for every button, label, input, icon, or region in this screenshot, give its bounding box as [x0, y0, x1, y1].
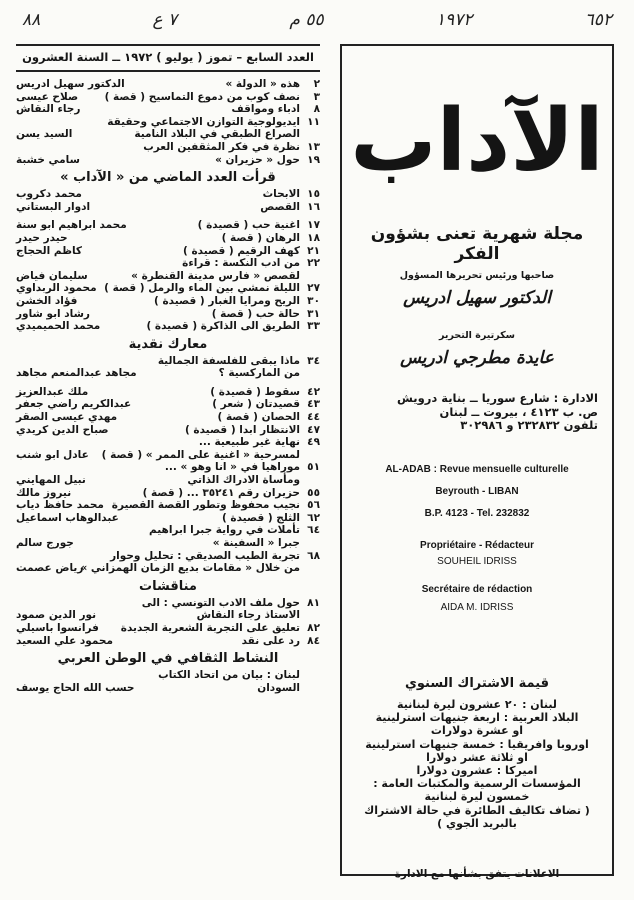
- toc-author: نيروز مالك: [16, 486, 72, 499]
- toc-title: لمسرحية « اغنية على الممر » ( قصة ): [101, 448, 300, 461]
- toc-page-number: ١٩: [307, 153, 320, 166]
- toc-row: [16, 682, 320, 695]
- toc-title: الانتظار ابدا ( قصيدة ): [184, 423, 300, 436]
- toc-author: محمد ابراهيم ابو سنة: [16, 219, 127, 232]
- toc-page-number: ٢: [313, 78, 320, 90]
- toc-author: عبدالوهاب اسماعيل: [16, 511, 119, 524]
- toc-author: محمد الحميميدي: [16, 320, 101, 333]
- toc-row: [16, 524, 320, 537]
- toc-row: [16, 103, 320, 116]
- latin-city: Beyrouth - LIBAN: [435, 486, 519, 497]
- toc-author: مجاهد عبدالمنعم مجاهد: [16, 367, 137, 380]
- toc-row: [16, 550, 320, 563]
- toc-title: لقصص « فارس مدينة القنطرة »: [131, 269, 300, 282]
- masthead-box: [340, 44, 614, 880]
- toc-row: [16, 141, 320, 154]
- toc-author: صلاح عيسى: [16, 90, 79, 103]
- toc-row: [16, 597, 320, 610]
- toc-row: [16, 436, 320, 449]
- toc-title: الريح ومرايا الغبار ( قصيدة ): [153, 294, 300, 307]
- toc-title: الحصان ( قصة ): [217, 411, 300, 424]
- toc-title: حالة حب ( قصة ): [211, 307, 300, 320]
- toc-row: [16, 245, 320, 258]
- toc-title: نظرة في فكر المثقفين العرب: [143, 140, 300, 153]
- toc-title: هذه « الدولة »: [225, 78, 300, 90]
- toc-title: الثلج ( قصيدة ): [221, 511, 300, 524]
- toc-page-number: ٢٢: [307, 257, 320, 270]
- toc-author: محمود علي السعيد: [16, 634, 113, 647]
- issue-line: العدد السابع – تموز ( يوليو ) ١٩٧٢ ــ السنة العشرون: [16, 44, 320, 72]
- toc-page-number: ٨٢: [307, 621, 320, 634]
- hand-note: ٥٥ م: [289, 10, 324, 30]
- toc-row: [16, 487, 320, 500]
- toc-page-number: ١٨: [307, 231, 320, 244]
- toc-author: سامي خشبة: [16, 153, 80, 166]
- toc-row: [16, 622, 320, 635]
- subscription-line: او عشرة دولارات: [430, 724, 524, 738]
- latin-owner-label: Propriétaire - Rédacteur: [420, 540, 534, 551]
- toc-author: رشاد ابو شاور: [16, 307, 90, 320]
- address-line: تلفون ٢٣٢٨٣٢ و ٣٠٢٩٨٦: [460, 418, 598, 432]
- owner-label: صاحبها ورئيس تحريرها المسؤول: [399, 270, 555, 281]
- toc-page-number: ٤٩: [307, 436, 320, 449]
- subscription-line: بالبريد الجوي ): [437, 816, 517, 830]
- toc-title: الرهان ( قصة ): [221, 231, 300, 244]
- toc-row: [16, 474, 320, 487]
- toc-title: نهاية غير طبيعية ...: [198, 436, 300, 449]
- toc-page-number: ٤٧: [307, 423, 320, 436]
- toc-title: كهف الرقيم ( قصيدة ): [182, 244, 300, 257]
- toc-title: حول « حزيران »: [215, 153, 300, 166]
- toc-author: سليمان فياض: [16, 269, 88, 282]
- toc-row: [16, 308, 320, 321]
- toc-row: [16, 320, 320, 333]
- table-of-contents: [16, 44, 320, 894]
- toc-page-number: ٤٣: [307, 398, 320, 411]
- owner-name: الدكتور سهيل ادريس: [403, 288, 551, 308]
- toc-title: الطريق الى الذاكرة ( قصيدة ): [146, 320, 300, 333]
- toc-title: ادباء ومواقف: [231, 103, 300, 116]
- toc-row: [16, 78, 320, 91]
- toc-title: موراهيا في « انا وهو » ...: [164, 461, 300, 474]
- address-line: الادارة : شارع سوريا ــ بناية درويش: [397, 391, 598, 405]
- toc-title: من الماركسية ؟: [218, 367, 300, 380]
- toc-row: [16, 499, 320, 512]
- toc-row: [16, 201, 320, 214]
- subscription-line: البلاد العربية : اربعة جنيهات استرلينية: [375, 711, 579, 725]
- ads-note: الاعلانات يتفق بشأنها مع الادارة: [394, 868, 560, 880]
- toc-row: [16, 154, 320, 167]
- subscription-line: المؤسسات الرسمية والمكتبات العامة :: [373, 777, 581, 791]
- toc-row: [16, 669, 320, 682]
- toc-page-number: ٢١: [307, 244, 320, 257]
- toc-page-number: ٣٠: [307, 294, 320, 307]
- toc-author: جورج سالم: [16, 537, 74, 549]
- toc-page-number: ٨: [313, 103, 320, 116]
- toc-title: تأملات في رواية جبرا ابراهيم: [149, 524, 300, 537]
- toc-author: فؤاد الخشن: [16, 294, 78, 307]
- toc-author: رياض عصمت: [16, 562, 84, 575]
- toc-author: محمد دكروب: [16, 188, 82, 201]
- toc-author: رجاء النقاش: [16, 103, 81, 116]
- toc-part7: [16, 669, 320, 694]
- toc-page-number: ١٧: [307, 219, 320, 232]
- toc-title: حول ملف الادب التونسي : الى: [141, 596, 300, 609]
- toc-author: محمود الربداوي: [16, 282, 97, 295]
- toc-row: [16, 232, 320, 245]
- subscription-line: اميركا : عشرون دولارا: [416, 764, 538, 778]
- toc-page-number: ٦٤: [307, 524, 320, 537]
- toc-row: [16, 537, 320, 550]
- toc-page-number: ٤٢: [307, 385, 320, 398]
- subscription-line: خمسون ليرة لبنانية: [424, 790, 530, 804]
- toc-author: عبدالكريم راضي جعفر: [16, 398, 132, 411]
- toc-title: الليلة نمشي بين الماء والرمل ( قصة ): [104, 282, 300, 295]
- toc-author: السيد يسن: [16, 128, 73, 141]
- toc-row: [16, 188, 320, 201]
- toc-page-number: ٨١: [307, 596, 320, 609]
- logo-mark: [342, 82, 612, 192]
- toc-part2: [16, 188, 320, 213]
- toc-title: من ادب النكسة : قراءة: [182, 257, 300, 270]
- toc-page-number: ٦٢: [307, 511, 320, 524]
- section-activity: النشاط الثقافي في الوطن العربي: [57, 651, 279, 667]
- toc-title: القصص: [260, 200, 300, 213]
- toc-title: الصراع الطبقي في البلاد النامية: [134, 128, 300, 141]
- subscription-list: [358, 698, 596, 830]
- toc-page-number: ٥٦: [307, 499, 320, 512]
- section-readings: قرأت العدد الماضي من « الآداب »: [60, 170, 276, 186]
- hand-note: ١٩٧٢: [435, 10, 473, 30]
- address-block: [362, 392, 598, 433]
- toc-title: ايديولوجية التوازن الاجتماعي وحقيقة: [107, 115, 300, 128]
- latin-title: AL-ADAB : Revue mensuelle culturelle: [385, 464, 569, 475]
- toc-row: [16, 219, 320, 232]
- toc-title: الابحاث: [262, 188, 300, 201]
- toc-title: تعليق على التجربة الشعرية الجديدة: [120, 621, 300, 634]
- toc-page-number: ٣: [313, 90, 320, 103]
- toc-row: [16, 562, 320, 575]
- toc-author: ادوار البستاني: [16, 200, 91, 213]
- toc-title: الاستاذ رجاء النقاش: [196, 609, 300, 622]
- toc-page-number: ٣٤: [307, 354, 320, 367]
- toc-row: [16, 461, 320, 474]
- logo: [342, 82, 612, 192]
- secretary-label: سكرتيرة التحرير: [439, 330, 515, 341]
- toc-title: تجربة الطيب الصديقي : تحليل وحوار: [110, 549, 300, 562]
- toc-page-number: ١١: [307, 115, 320, 128]
- latin-owner-name: SOUHEIL IDRISS: [437, 556, 517, 567]
- toc-page-number: ٥٥: [307, 486, 320, 499]
- section-discussions: مناقشات: [139, 578, 197, 594]
- subscription-line: اوروبا وافريقيا : خمسة جنيهات استرلينية: [365, 737, 589, 751]
- toc-row: [16, 609, 320, 622]
- toc-author: عادل ابو شنب: [16, 448, 89, 461]
- hand-note: ٦٥٢: [584, 10, 612, 30]
- toc-page-number: ٦٨: [307, 549, 320, 562]
- toc-title: اغنية حب ( قصيدة ): [197, 219, 300, 232]
- toc-title: رد على نقد: [241, 634, 300, 647]
- toc-row: [16, 386, 320, 399]
- toc-title: نجيب محفوظ وتطور القصة القصيرة: [111, 499, 300, 512]
- toc-page-number: ٢٧: [307, 282, 320, 295]
- section-battles: معارك نقدية: [128, 336, 208, 352]
- latin-sec-name: AIDA M. IDRISS: [440, 602, 514, 613]
- toc-author: فرانسوا باسيلي: [16, 621, 99, 634]
- toc-row: [16, 398, 320, 411]
- toc-row: [16, 270, 320, 283]
- subscription-line: ( تضاف تكاليف الطائرة في حالة الاشتراك: [364, 803, 590, 817]
- toc-title: جبرا « السفينة »: [212, 537, 300, 549]
- toc-title: السودان: [257, 681, 300, 694]
- handwritten-notes: [22, 10, 612, 36]
- toc-row: [16, 355, 320, 368]
- toc-title: سقوط ( قصيدة ): [210, 385, 300, 398]
- toc-author: حيدر حيدر: [16, 231, 68, 244]
- toc-title: حزيران رقم ٣٥٢٤١ ... ( قصة ): [142, 486, 300, 499]
- toc-author: كاظم الحجاج: [16, 244, 83, 257]
- toc-row: [16, 411, 320, 424]
- toc-row: [16, 282, 320, 295]
- toc-author: ملك عبدالعزيز: [16, 385, 89, 398]
- toc-row: [16, 367, 320, 380]
- toc-row: [16, 116, 320, 129]
- toc-row: [16, 635, 320, 648]
- toc-author: محمد حافظ دياب: [16, 499, 104, 512]
- hand-note: ٧ ع: [152, 10, 178, 30]
- toc-author: نبيل المهايني: [16, 474, 86, 487]
- toc-part4: [16, 355, 320, 380]
- toc-row: [16, 449, 320, 462]
- subscription-line: او ثلاثة عشر دولارا: [426, 750, 528, 764]
- toc-author: نور الدين صمود: [16, 609, 97, 622]
- toc-part1: [16, 78, 320, 166]
- toc-author: مهدي عيسى الصقر: [16, 411, 118, 424]
- toc-row: [16, 295, 320, 308]
- toc-title: لبنان : بيان من اتحاد الكتاب: [158, 669, 300, 682]
- latin-sec-label: Secrétaire de rédaction: [421, 584, 533, 595]
- toc-author: الدكتور سهيل ادريس: [16, 78, 125, 90]
- toc-page-number: ٣٣: [307, 320, 320, 333]
- logo-text: الآداب: [350, 91, 604, 191]
- toc-page-number: ٤٤: [307, 411, 320, 424]
- secretary-name: عايدة مطرجي ادريس: [400, 348, 554, 368]
- toc-title: من خلال « مقامات بديع الزمان الهمزاني »: [80, 562, 300, 575]
- toc-row: [16, 424, 320, 437]
- toc-part5: [16, 386, 320, 575]
- toc-page-number: ٥١: [307, 461, 320, 474]
- toc-title: ماذا يبقى للفلسفة الجمالية: [157, 354, 300, 367]
- toc-page-number: ٣١: [307, 307, 320, 320]
- toc-page-number: ١٣: [307, 140, 320, 153]
- hand-note: ٨٨: [22, 10, 41, 30]
- toc-title: قصيدتان ( شعر ): [212, 398, 300, 411]
- toc-row: [16, 128, 320, 141]
- toc-author: صباح الدين كريدي: [16, 423, 109, 436]
- subscription-line: لبنان : ٢٠ عشرون ليرة لبنانية: [397, 698, 557, 711]
- address-line: ص. ب ٤١٢٣ ، بيروت ــ لبنان: [439, 404, 598, 419]
- toc-title: ومأساة الادراك الذاتي: [187, 474, 300, 487]
- toc-author: حسب الله الحاج يوسف: [16, 681, 135, 694]
- toc-page-number: ١٦: [307, 200, 320, 213]
- toc-row: [16, 91, 320, 104]
- toc-page-number: ١٥: [307, 188, 320, 201]
- subtitle: مجلة شهرية تعنى بشؤون الفكر: [370, 224, 584, 264]
- toc-page-number: ٨٤: [307, 634, 320, 647]
- toc-row: [16, 257, 320, 270]
- toc-part3: [16, 219, 320, 332]
- toc-row: [16, 512, 320, 525]
- subscription-heading: قيمة الاشتراك السنوي: [404, 676, 550, 691]
- latin-bp: B.P. 4123 - Tel. 232832: [424, 508, 530, 519]
- toc-part6: [16, 597, 320, 647]
- toc-title: نصف كوب من دموع التماسيح ( قصة ): [104, 90, 300, 103]
